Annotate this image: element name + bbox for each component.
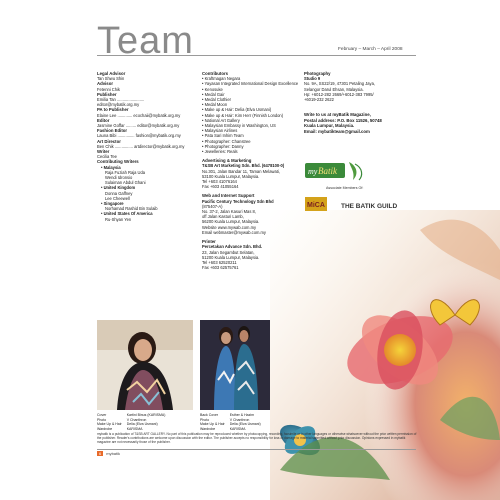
role-heading: PA to Publisher (97, 107, 129, 113)
contributor-item: • Yayasan Integrated International Design Excellence (202, 81, 299, 87)
staff-name: Launa Bibi ............... fashion@mybatik.org.my (97, 133, 181, 139)
mica-logo: MiCA (307, 202, 325, 209)
header-divider (97, 55, 416, 56)
cover-photo (97, 320, 193, 410)
credit-label: Cover (97, 413, 107, 417)
mybatik-logo-my: my (308, 167, 318, 176)
advertising-tel: Tel +603 41076164 (202, 179, 237, 185)
writer-name: Ru-Shyan Yen (105, 216, 132, 222)
contributor-item: • Jewelleries: Reals (202, 149, 238, 155)
contributor-item: • Kenosuke (202, 86, 223, 92)
role-heading: Fashion Editor (97, 128, 128, 134)
role-heading: Advisor (97, 81, 113, 87)
role-heading: Writer (97, 149, 110, 155)
staff-name: Cecilia Tee (97, 154, 117, 160)
write-to-block (304, 112, 414, 134)
staff-block-advisor (97, 81, 187, 91)
photography-studio: Studio 9 (304, 76, 321, 82)
write-to-line: Kuala Lumpur, Malaysia. (304, 123, 355, 129)
contributor-item: • Make up & Hair: Kim Herr (Finnish London) (202, 112, 284, 118)
role-heading: Editor (97, 117, 110, 123)
staff-column (97, 71, 187, 222)
contributors-heading: Contributors (202, 71, 229, 76)
contact-email[interactable]: Email: mybatikteam@gmail.com (304, 129, 370, 134)
printer-tel: Tel +603 62520211 (202, 259, 237, 265)
role-heading: Art Director (97, 138, 121, 144)
printer-fax: Fax +603 62575761 (202, 265, 239, 271)
contributor-item: • Medal Moon (202, 102, 228, 108)
page-footer (97, 451, 120, 456)
staff-block-publisher (97, 92, 187, 108)
page-title: Team (97, 20, 194, 62)
role-heading: Contributing Writers (97, 159, 139, 165)
contributor-item: • National Art Gallery (202, 117, 240, 123)
advertising-fax: Fax +603 41055164 (202, 184, 239, 190)
contributor-item: • Pata Sari Inhim Team (202, 133, 244, 139)
contributor-item: • Photographer: Chanstree (202, 138, 251, 144)
staff-name: Jasmine Goffar ......... editor@mybatik.org.my (97, 123, 180, 129)
credit-value: KARISMA (126, 426, 143, 431)
web-address: 56200 Kuala Lumpur, Malaysia. (202, 219, 260, 225)
credit-value: V Chanthron (126, 417, 147, 422)
credit-value: Delia (Elva Usmani) (229, 422, 261, 427)
credit-value: KARISMA (229, 426, 246, 431)
back-cover-photo (200, 320, 270, 410)
contributor-item: • Malaysian Embassy in Washington, US (202, 123, 276, 129)
writer-name: Donna Gaffney (105, 190, 133, 196)
contributor-item: • Kraftmagan Negara (202, 76, 241, 82)
write-to-line: Write to us at myBatik Magazine, (304, 112, 371, 118)
mybatik-logo (305, 160, 365, 182)
credit-label: Make Up & Hair (200, 422, 225, 427)
photography-line: +6019-232 2622 (304, 97, 334, 103)
credit-value: V Chanthron (229, 417, 250, 422)
staff-block-pa (97, 107, 187, 117)
staff-name: Elaine Lee ............. ecochaii@mybatik.org.my (97, 112, 181, 118)
credit-label: Wardrobe (200, 426, 216, 431)
footer-brand: mybatik (106, 451, 121, 456)
advertising-company: T&SB Art Marketing Sdn. Bhd. (6478100-0) (202, 163, 285, 169)
staff-name: Emilia Tan ........................ editor@mybatik.org.my (97, 97, 145, 108)
printer-address: 23, Jalan Segambut Selatan, (202, 249, 255, 255)
advertising-heading: Advertising & Marketing (202, 158, 252, 164)
photography-column (304, 71, 414, 135)
web-reg-number: (875407-A) (202, 203, 223, 209)
batik-guild-logo: THE BATIK GUILD (341, 203, 398, 210)
contributor-item: • Photographer: Danny (202, 143, 244, 149)
staff-block-art-director (97, 139, 187, 149)
staff-block-editor (97, 118, 187, 128)
staff-name: Fetenni Chik (97, 86, 120, 92)
staff-name: Tan Shwu Shin (97, 76, 125, 82)
staff-block-fashion-editor (97, 128, 187, 138)
writer-name: Sulaiman Abdul Ghani (105, 180, 146, 186)
back-cover-credits (200, 413, 266, 431)
credit-value: Delia (Elva Usmani) (126, 422, 158, 427)
photography-line: No. 9A, SS22/19, 47301 Petaling Jaya, (304, 81, 376, 87)
web-address: No. 37-2, Jalan Kasuri Mas 8, (202, 209, 256, 215)
staff-name: Ben Chik ................ artdirector@mybatik.org.my (97, 143, 185, 149)
footer-divider (97, 449, 416, 450)
printer-company: Percetakan Advance Sdn. Bhd. (202, 244, 263, 250)
publication-disclaimer: mybatik is a publication of T&SB ART GALLERY. No part of this publication may be reproduced whether by photocopying, recording, facsimile or in other languages or otherwise whatsoever without the prior written permission of the publisher. Reader's contributions are welcome upon discussion with the editor. The publisher accepts no responsibility for loss or damage to material submitted without prior discussion. Opinions expressed in mybatik magazine are not necessarily those of the publisher. (97, 432, 417, 445)
credit-value: Esther & Hazim (229, 413, 255, 417)
staff-block-writer (97, 149, 187, 159)
printer-heading: Printer (202, 239, 216, 245)
contributor-item: • Medal Clothier (202, 97, 231, 103)
associate-members-label: Associate Members Of: (326, 186, 364, 190)
country-label: • United Kingdom (101, 185, 136, 191)
writer-name: Norhamad Rashid Bin Sulaib (105, 206, 158, 212)
staff-block-legal-advisor (97, 71, 187, 81)
web-site: Website www.mywab.com.my (202, 224, 257, 230)
role-heading: Legal Advisor (97, 71, 126, 76)
photography-heading: Photography (304, 71, 331, 76)
page-number: 6 (99, 451, 102, 456)
writer-name: Raja Fuziah Raja Uda (105, 169, 146, 175)
writer-name: Wendi Idronsio (105, 175, 133, 181)
advertising-address: No.301, Jalan Bandar 11, Taman Melawati, (202, 168, 280, 174)
contributing-writers-block (97, 159, 187, 221)
web-company: Pacific Century Technology Sdn Bhd (202, 198, 274, 204)
web-support-heading: Web and Internet Support (202, 193, 255, 199)
country-label: • Singapore (101, 201, 124, 207)
contributors-column (202, 71, 300, 270)
associate-logos (305, 195, 415, 215)
role-heading: Publisher (97, 91, 117, 97)
country-label: • Malaysia (101, 164, 121, 170)
credit-label: Back Cover (200, 413, 219, 417)
country-label: • United States Of America (101, 211, 153, 217)
write-to-line: Postal address: P.O. Box 11526, 50748 (304, 117, 382, 123)
printer-address: 51200 Kuala Lumpur, Malaysia. (202, 254, 260, 260)
advertising-address: 53100 Kuala Lumpur, Malaysia. (202, 173, 260, 179)
mybatik-logo-batik: Batik (318, 166, 337, 176)
contributor-item: • Make up & Hair: Delia (Elva Usmani) (202, 107, 272, 113)
web-address: off Jalan Kasturi Lamb, (202, 214, 244, 220)
web-email: Email webmaster@mywab.com.my (202, 229, 266, 235)
credit-label: Photo (97, 417, 107, 422)
photography-line: Hp: +6012-282 2669/+6012-383 7995/ (304, 91, 374, 97)
credit-label: Wardrobe (97, 426, 113, 431)
contributor-item: • Malaysian Airlines (202, 128, 238, 134)
credit-label: Make Up & Hair (97, 422, 122, 427)
credit-label: Photo (200, 417, 210, 422)
writer-name: Lee Cheewell (105, 195, 130, 201)
credit-value: Kartini Binus (KARISMA) (126, 413, 166, 417)
issue-date: February – March – April 2008 (338, 47, 403, 52)
photography-line: Selangor Darul Ehsan, Malaysia. (304, 86, 364, 92)
cover-credits (97, 413, 170, 431)
contributor-item: • Medal Gair (202, 91, 225, 97)
